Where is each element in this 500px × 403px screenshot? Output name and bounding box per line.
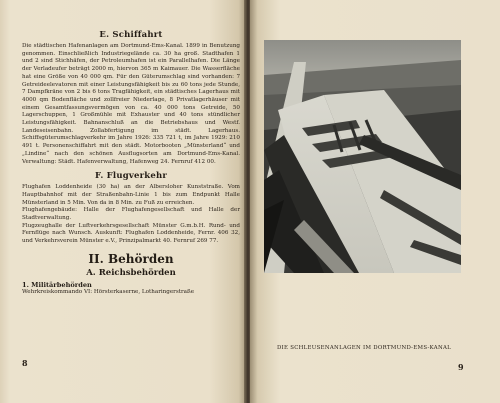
section-f-heading: F. Flugverkehr [94,171,168,182]
canal-lock-photo-image [264,40,461,273]
section-ii-subheading: A. Reichsbehörden [86,267,176,278]
page-number-right: 9 [458,362,464,372]
military-authorities-entry: Wehrkreiskommando VI: Hörsterkaserne, Lotharingerstraße [22,288,194,295]
section-e-paragraph: Die städtischen Hafenanlagen am Dortmund-Ems-Kanal. 1899 in Benutzung genommen. Einschließlich Industriegelände ca. 30 ha groß. Stadthafen 1 und 2 sind Stichhäfen, der Petroleumhafen ist ein Parallelhafen. Die Länge der Verladeufer beträgt 2000 m, hiervon 365 m Kaimauer. Die Wasserfläche hat eine Größe von 40 000 qm. Für den Güterumschlag sind vorhanden: 7 Getreideelevatoren mit einer Leistungsfähigkeit bis zu 60 tons jede Stunde, 7 Dampfkräne von 2 bis 6 tons Tragfähigkeit, ein städtisches Lagerhaus mit 4000 qm Bodenfläche und zollfreier Niederlage, 8 Privatlagerhäuser mit einem Gesamtfassungsvermögen von ca. 40 000 tons Getreide, 50 Lagerschuppen, 1 Großmühle mit Exhauster und 40 tons stündlicher Leistungsfähigkeit. Bahnanschluß an die Betriebshaus und Westf. Landeseisenbahn. Zollabfertigung im städt. Lagerhaus. Schiffsgüterumschlagverkehr im Jahre 1926: 335 721 t, im Jahre 1929: 210 491 t. Personenschiffahrt mit den städt. Motorbooten „Münsterland“ und „Lindine“ nach den schönen Ausflugsorten am Dortmund-Ems-Kanal. Verwaltung: Städt. Hafenverwaltung, Hafenweg 24. Fernruf 412 00. [22,43,240,165]
section-f-paragraph-3: Flugzeughalle der Luftverkehrsgesellschaft Münster G.m.b.H. Rund- und Fernflüge nach Wunsch. Auskunft: Flughafen Loddenheide, Fernr. 406 32, und Verkehrsverein Münster e.V., Prinzipalmarkt 40. Fernruf 269 77. [22,222,240,245]
canal-lock-photo [264,40,461,273]
page-number-left: 8 [22,358,28,368]
military-authorities-heading: 1. Militärbehörden [22,280,92,289]
section-ii-heading: II. Behörden [88,251,174,266]
section-e-heading: E. Schiffahrt [99,30,163,40]
left-page [0,0,246,403]
section-f-paragraph-1: Flughafen Loddenheide (30 ha) an der Albersloher Kunststraße. Vom Hauptbahnhof mit der Straßenbahn-Linie 1 bis zum Endpunkt Halle Münsterland in 5 Min. Von da in 8 Min. zu Fuß zu erreichen. [22,184,240,206]
photo-caption: DIE SCHLEUSENANLAGEN IM DORTMUND-EMS-KANAL [276,345,452,351]
section-f-paragraph-2: Flughafengebäude: Halle der Flughafengesellschaft und Halle der Stadtverwaltung. [22,207,240,222]
